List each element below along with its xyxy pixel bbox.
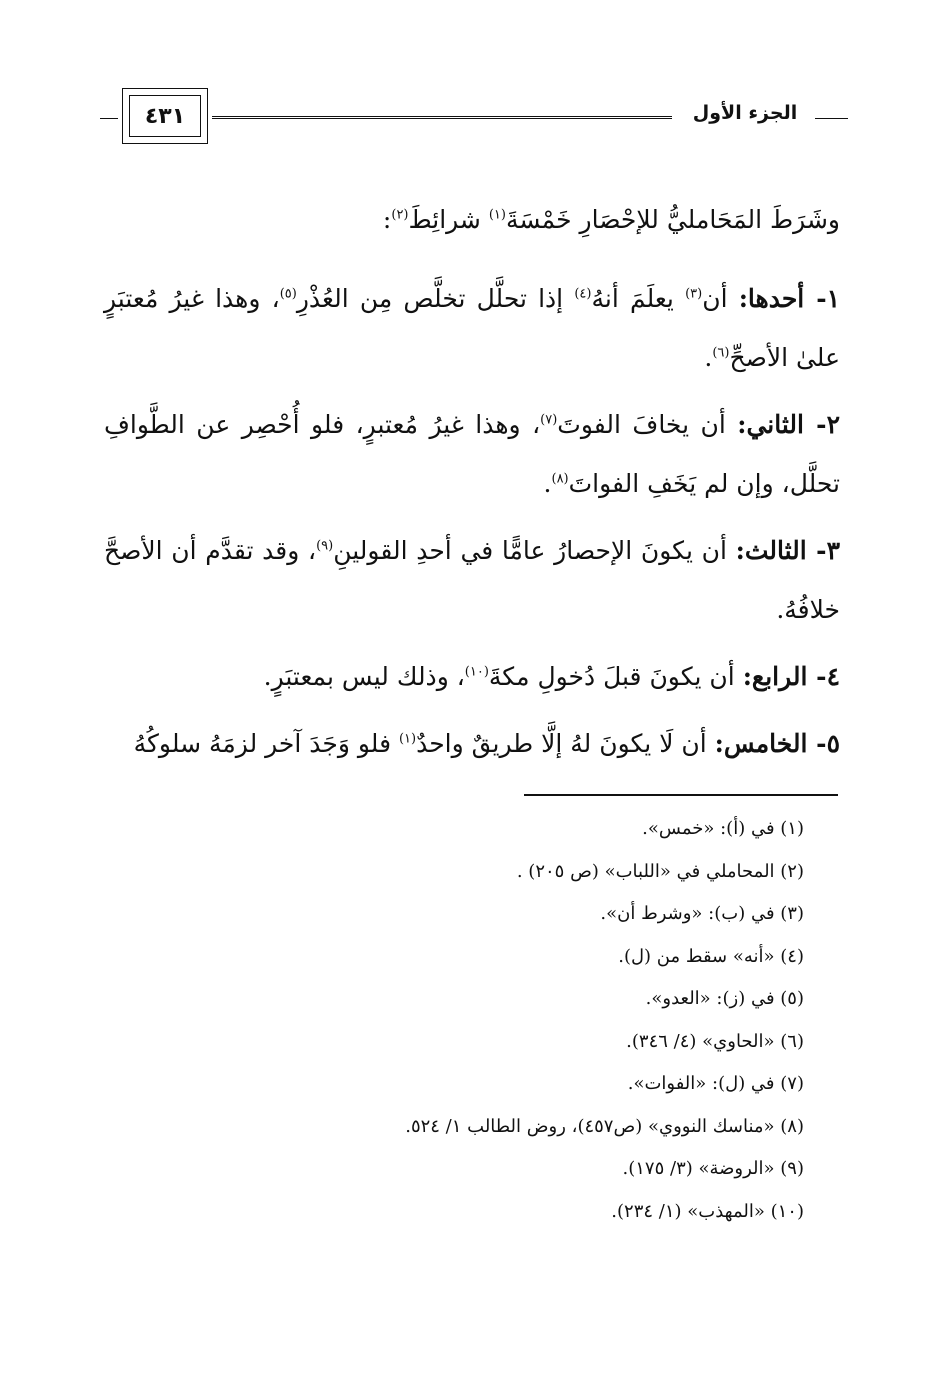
footnote: (٨) «مناسك النووي» (ص٤٥٧)، روض الطالب ١/ ٥٢٤. [405,1115,804,1137]
footnote-ref[interactable]: (٢) [391,207,409,223]
footnote: (٣) في (ب): «وشرط أن». [600,903,804,924]
footnote: (٧) في (ل): «الفوات». [627,1073,804,1094]
footnote-ref[interactable]: (١) [398,731,417,747]
condition-label: ٥- الخامس: [714,729,840,758]
condition-text: أن يكونَ قبلَ دُخولِ مكةَ [488,662,743,691]
footnote-ref[interactable]: (١٠) [464,664,489,680]
footnote: (٥) في (ز): «العدو». [645,988,804,1009]
intro-paragraph [104,190,840,249]
condition-4 [104,647,840,706]
condition-label: ٢- الثاني: [737,410,840,439]
footnotes-list [104,812,804,1237]
header-rule-left [100,118,118,119]
page-number-frame [122,88,208,144]
condition-text: أن لَا يكونَ لهُ إلَّا طريقٌ واحدٌ [416,729,715,758]
running-head: الجزء الأول [692,102,798,124]
condition-label: ٤- الرابع: [742,662,840,691]
condition-text: ، وهذا غيرُ مُعتبَرٍ علىٰ الأصحِّ [104,284,840,372]
condition-text: ، وهذا غيرُ مُعتبرٍ، فلو أُحْصِر عن الطَّوافِ تحلَّل، وإن لم يَخَفِ الفواتَ [104,410,840,498]
intro-text: وشَرَطَ المَحَامليُّ للإحْصَارِ خَمْسَةَ [505,205,840,234]
footnote: (٤) «أنه» سقط من (ل). [618,945,804,967]
condition-text: فلو وَجَدَ آخر لزمَهُ سلوكُهُ [133,729,399,758]
footnote-separator [524,794,838,796]
condition-label: ١- أحدها: [738,284,841,313]
condition-text: . [543,469,552,498]
condition-text: . [704,343,713,372]
condition-text: أن يكونَ الإحصارُ عامًّا في أحدِ القولينِ [333,536,736,565]
footnote: (١) في (أ): «خمس». [642,818,804,839]
condition-text: أن يخافَ الفوتَ [557,410,738,439]
footnote-ref[interactable]: (١) [488,207,506,223]
condition-text: يعلَمَ أنهُ [591,284,686,313]
header-rule-double [212,116,672,119]
condition-1 [104,269,840,387]
condition-5 [104,714,840,773]
intro-text: : [382,205,392,234]
intro-text: شرائِطَ [408,205,489,234]
condition-text: أن [702,284,739,313]
page-number: ٤٣١ [129,95,201,137]
condition-text: ، وقد تقدَّم أن الأصحَّ خلافُهُ. [104,536,840,624]
footnote-ref[interactable]: (٨) [551,471,569,487]
footnote: (١٠) «المهذب» (١/ ٢٣٤). [611,1200,804,1222]
footnote-ref[interactable]: (٧) [540,412,558,428]
condition-2 [104,395,840,513]
condition-label: ٣- الثالث: [735,536,840,565]
condition-text: ، وذلك ليس بمعتبَرٍ. [263,662,465,691]
footnote: (٦) «الحاوي» (٤/ ٣٤٦). [626,1030,804,1052]
main-text [104,190,840,781]
footnote-ref[interactable]: (٤) [574,286,592,302]
condition-3 [104,521,840,639]
condition-text: إذا تحلَّل تخلَّص مِن العُذْرِ [296,284,575,313]
footnote-ref[interactable]: (٦) [712,345,730,361]
header-rule-right [815,118,848,119]
footnote: (٩) «الروضة» (٣/ ١٧٥). [622,1158,804,1179]
footnote-ref[interactable]: (٥) [279,286,297,302]
page-header [100,88,848,146]
footnote-ref[interactable]: (٣) [685,286,703,302]
footnote-ref[interactable]: (٩) [316,538,334,554]
footnote: (٢) المحاملي في «اللباب» (ص ٢٠٥) . [516,860,804,882]
